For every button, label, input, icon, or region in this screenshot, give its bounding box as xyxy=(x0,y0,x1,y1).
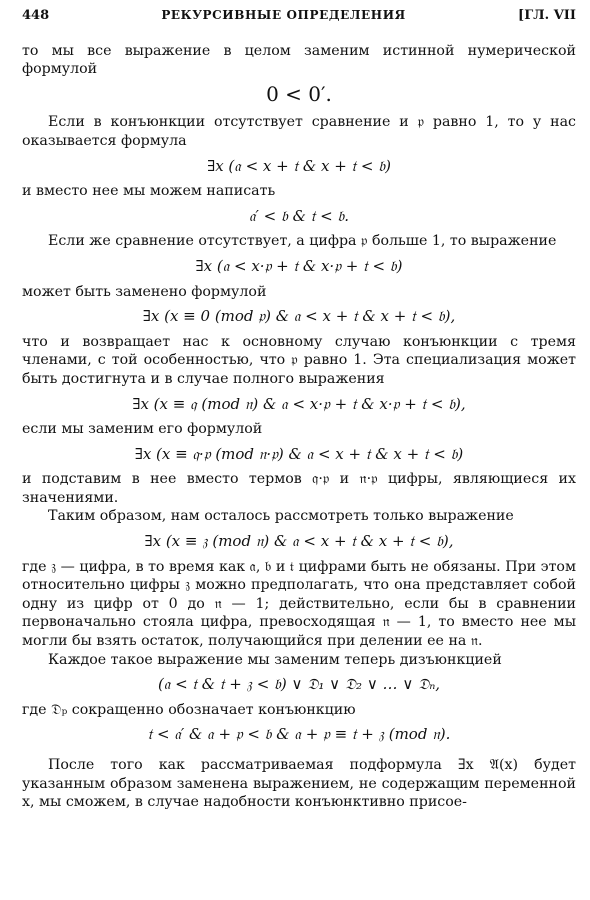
formula: ∃x (x ≡ 𝔮 (mod 𝔫) & 𝔞 < x·𝔭 + 𝔱 & x·𝔭 + 𝔱 < 𝔟), xyxy=(132,394,466,413)
paragraph: что и возвращает нас к основному случаю конъюнкции с тремя членами, с той особенностью, что 𝔭 равно 1. Эта специализация может быть достигнута и в случае полного выражения xyxy=(22,333,576,387)
paragraph: Таким образом, нам осталось рассмотреть только выражение xyxy=(48,508,514,525)
paragraph: Если в конъюнкции отсутствует сравнение и 𝔭 равно 1, то у нас оказывается формула xyxy=(22,114,576,149)
running-title: РЕКУРСИВНЫЕ ОПРЕДЕЛЕНИЯ xyxy=(161,8,406,22)
formula: ∃x (x ≡ 𝔷 (mod 𝔫) & 𝔞 < x + 𝔱 & x + 𝔱 < 𝔟), xyxy=(144,532,454,551)
formula: ∃x (𝔞 < x + 𝔱 & x + 𝔱 < 𝔟) xyxy=(207,156,391,175)
paragraph: где 𝔇ₚ сокращенно обозначает конъюнкцию xyxy=(22,701,356,718)
paragraph: Каждое такое выражение мы заменим теперь дизъюнкцией xyxy=(48,651,502,668)
formula: ∃x (x ≡ 𝔮·𝔭 (mod 𝔫·𝔭) & 𝔞 < x + 𝔱 & x + 𝔱 < 𝔟) xyxy=(134,444,464,463)
formula: ∃x (𝔞 < x·𝔭 + 𝔱 & x·𝔭 + 𝔱 < 𝔟) xyxy=(195,256,403,275)
formula: 𝔱 < 𝔞′ & 𝔞 + 𝔭 < 𝔟 & 𝔞 + 𝔭 ≡ 𝔱 + 𝔷 (mod 𝔫). xyxy=(147,725,451,744)
formula: ∃x (x ≡ 0 (mod 𝔭) & 𝔞 < x + 𝔱 & x + 𝔱 < 𝔟), xyxy=(142,307,456,326)
paragraph: Если же сравнение отсутствует, а цифра 𝔭 больше 1, то выражение xyxy=(48,233,557,250)
paragraph: то мы все выражение в целом заменим истинной нумерической формулой xyxy=(22,42,576,78)
running-header xyxy=(22,6,576,26)
paragraph: если мы заменим его формулой xyxy=(22,421,263,438)
chapter-label: [ГЛ. VII xyxy=(518,8,576,23)
book-page xyxy=(22,6,576,812)
paragraph: и вместо нее мы можем написать xyxy=(22,183,276,200)
paragraph: где 𝔷 — цифра, в то время как 𝔞, 𝔟 и 𝔱 цифрами быть не обязаны. При этом относительно цифры 𝔷 можно предполагать, что она представляет собой одну из цифр от 0 до 𝔫 — 1; действительно, если бы в сравнении первоначально стояла цифра, превосходящая 𝔫 — 1, то вместо нее мы могли бы взять остаток, получающийся при делении ее на 𝔫. xyxy=(22,558,576,650)
formula: (𝔞 < 𝔱 & 𝔱 + 𝔷 < 𝔟) ∨ 𝔇₁ ∨ 𝔇₂ ∨ … ∨ 𝔇ₙ, xyxy=(157,675,441,694)
formula: 𝔞′ < 𝔟 & 𝔱 < 𝔟. xyxy=(248,206,350,225)
paragraph: может быть заменено формулой xyxy=(22,283,267,300)
formula: 0 < 0′. xyxy=(266,81,332,106)
page-number: 448 xyxy=(22,8,50,23)
paragraph: После того как рассматриваемая подформула ∃x 𝔄(x) будет указанным образом заменена выражением, не содержащим переменной x, мы сможем, в случае надобности конъюнктивно присое- xyxy=(22,757,576,811)
paragraph: и подставим в нее вместо термов 𝔮·𝔭 и 𝔫·𝔭 цифры, являющиеся их значениями. xyxy=(22,471,576,506)
